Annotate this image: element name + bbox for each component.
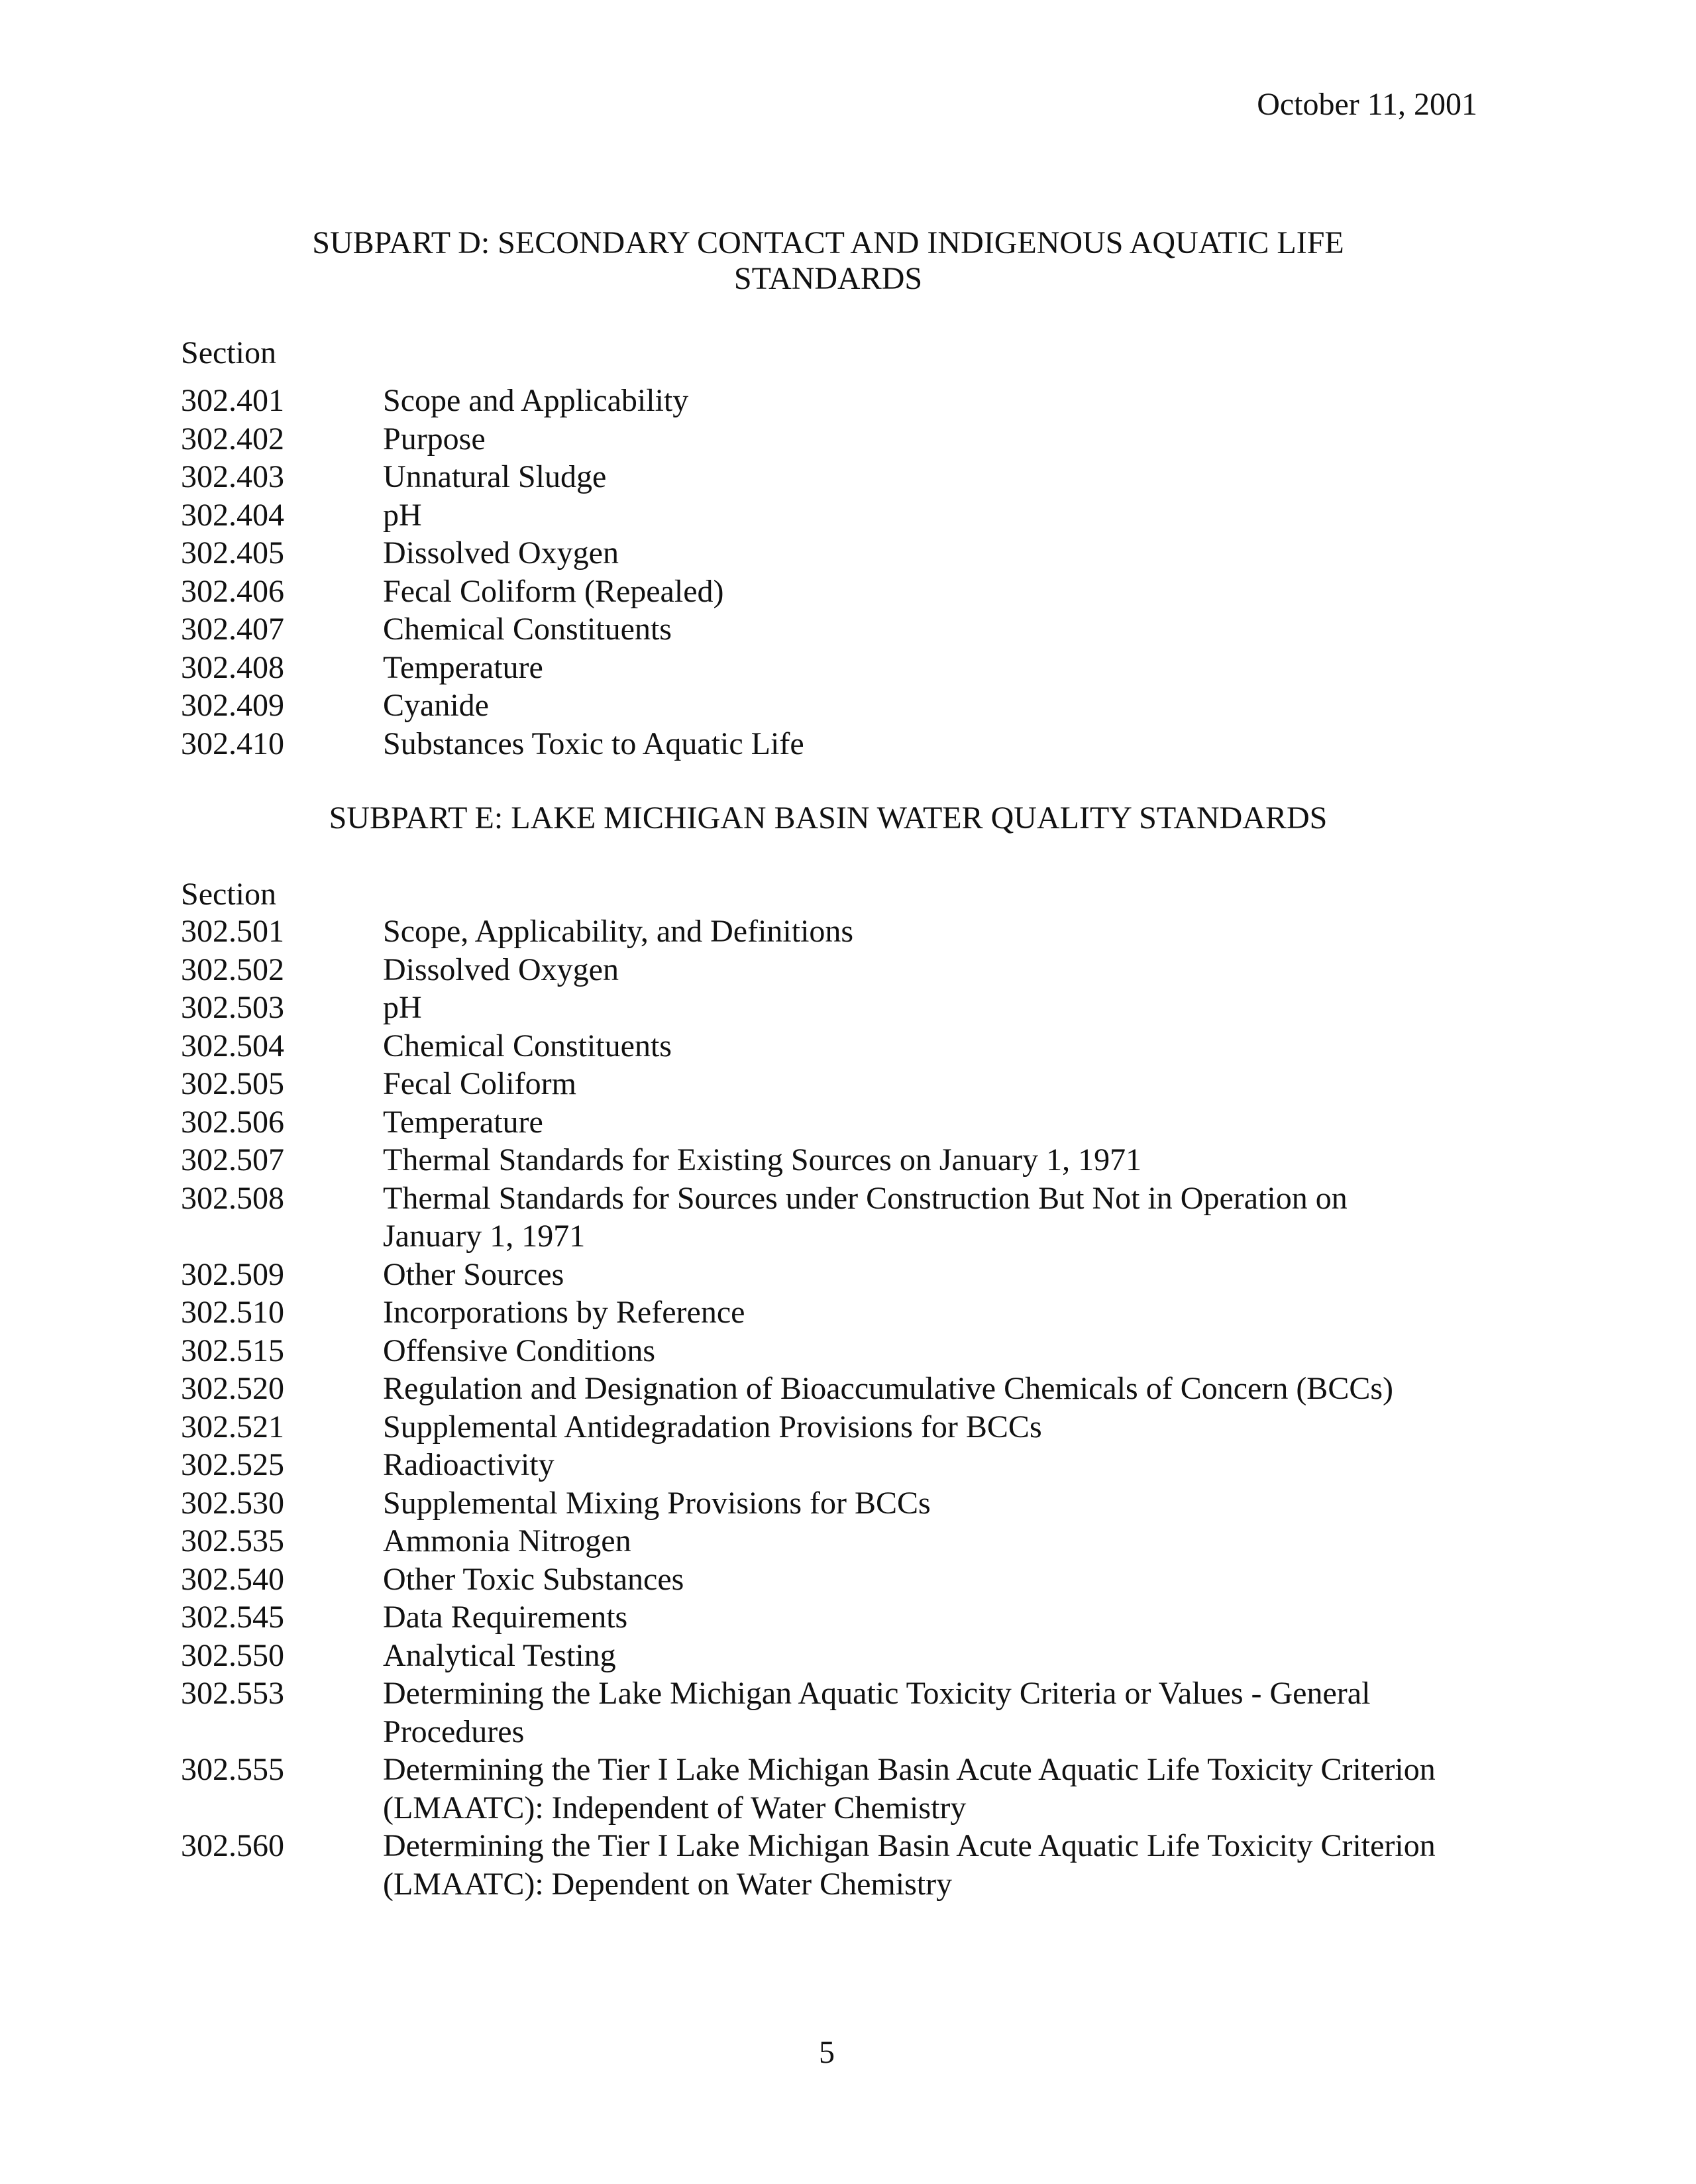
subpart-e-toc [181, 912, 1506, 1903]
section-title: Thermal Standards for Sources under Construction But Not in Operation on January 1, 1971 [383, 1180, 1348, 1254]
section-title: Temperature [383, 649, 543, 685]
toc-entry [181, 1560, 1506, 1599]
section-number: 302.502 [181, 952, 284, 987]
section-number: 302.503 [181, 990, 284, 1025]
section-title: Incorporations by Reference [383, 1295, 745, 1330]
section-number: 302.555 [181, 1752, 284, 1787]
section-title: Scope, Applicability, and Definitions [383, 914, 854, 949]
subpart-d-toc [181, 382, 1506, 763]
toc-entry [181, 534, 1506, 573]
section-title: Thermal Standards for Existing Sources on January 1, 1971 [383, 1142, 1142, 1177]
toc-entry [181, 989, 1506, 1027]
toc-entry [181, 1256, 1506, 1294]
subpart-d-heading-line1: SUBPART D: SECONDARY CONTACT AND INDIGENOUS AQUATIC LIFE [312, 225, 1344, 260]
section-title: Radioactivity [383, 1447, 555, 1482]
toc-entry [181, 382, 1506, 420]
toc-entry [181, 1293, 1506, 1332]
toc-entry [181, 1103, 1506, 1142]
section-number: 302.404 [181, 497, 284, 533]
section-title: Offensive Conditions [383, 1333, 656, 1368]
section-number: 302.403 [181, 459, 284, 494]
toc-entry [181, 649, 1506, 687]
subpart-d-heading-line2: STANDARDS [733, 261, 923, 296]
section-number: 302.535 [181, 1523, 284, 1558]
toc-entry [181, 1751, 1506, 1827]
toc-entry [181, 1522, 1506, 1560]
section-number: 302.515 [181, 1333, 284, 1368]
section-title: Chemical Constituents [383, 612, 672, 647]
toc-entry [181, 1827, 1506, 1903]
section-number: 302.530 [181, 1485, 284, 1521]
section-number: 302.545 [181, 1600, 284, 1635]
section-number: 302.402 [181, 421, 284, 457]
section-title: Determining the Tier I Lake Michigan Basin Acute Aquatic Life Toxicity Criterion (LMAATC): Dependent on Water Chemistry [383, 1828, 1436, 1902]
toc-entry [181, 1332, 1506, 1370]
section-number: 302.521 [181, 1409, 284, 1445]
section-title: Dissolved Oxygen [383, 952, 619, 987]
section-number: 302.410 [181, 726, 284, 761]
section-title: Chemical Constituents [383, 1028, 672, 1064]
section-number: 302.550 [181, 1637, 284, 1673]
toc-entry [181, 1065, 1506, 1103]
section-title: Determining the Lake Michigan Aquatic Toxicity Criteria or Values - General Procedures [383, 1676, 1371, 1749]
section-number: 302.507 [181, 1142, 284, 1177]
section-title: Data Requirements [383, 1600, 628, 1635]
section-number: 302.520 [181, 1371, 284, 1406]
section-number: 302.407 [181, 612, 284, 647]
section-number: 302.540 [181, 1561, 284, 1597]
subpart-d-section-label: Section [181, 335, 276, 370]
section-title: Regulation and Designation of Bioaccumulative Chemicals of Concern (BCCs) [383, 1371, 1394, 1406]
page-number: 5 [819, 2035, 835, 2070]
section-title: Unnatural Sludge [383, 459, 607, 494]
subpart-d-heading [0, 225, 1656, 297]
toc-entry [181, 1637, 1506, 1675]
toc-entry [181, 1141, 1506, 1179]
section-number: 302.409 [181, 688, 284, 723]
section-number: 302.525 [181, 1447, 284, 1482]
section-title: Purpose [383, 421, 486, 457]
section-number: 302.560 [181, 1828, 284, 1863]
section-title: Substances Toxic to Aquatic Life [383, 726, 804, 761]
section-title: pH [383, 990, 422, 1025]
toc-entry [181, 1674, 1506, 1751]
section-title: Cyanide [383, 688, 489, 723]
toc-entry [181, 573, 1506, 611]
toc-entry [181, 1484, 1506, 1523]
toc-entry [181, 1027, 1506, 1065]
toc-entry [181, 458, 1506, 496]
toc-entry [181, 1598, 1506, 1637]
section-title: Other Sources [383, 1256, 564, 1292]
section-number: 302.510 [181, 1295, 284, 1330]
section-number: 302.401 [181, 383, 284, 418]
toc-entry [181, 496, 1506, 535]
toc-entry [181, 686, 1506, 725]
toc-entry [181, 420, 1506, 459]
section-number: 302.406 [181, 573, 284, 609]
section-title: Scope and Applicability [383, 383, 689, 418]
section-number: 302.506 [181, 1104, 284, 1140]
subpart-e-section-label: Section [181, 877, 276, 912]
section-number: 302.505 [181, 1066, 284, 1101]
section-number: 302.501 [181, 914, 284, 949]
section-title: Determining the Tier I Lake Michigan Basin Acute Aquatic Life Toxicity Criterion (LMAATC): Independent of Water Chemistry [383, 1752, 1436, 1826]
section-title: Fecal Coliform (Repealed) [383, 573, 724, 609]
section-title: Ammonia Nitrogen [383, 1523, 631, 1558]
document-date: October 11, 2001 [1257, 87, 1477, 122]
section-title: Other Toxic Substances [383, 1561, 684, 1597]
section-title: Analytical Testing [383, 1637, 616, 1673]
section-title: Supplemental Mixing Provisions for BCCs [383, 1485, 931, 1521]
toc-entry [181, 1179, 1506, 1256]
section-title: Fecal Coliform [383, 1066, 576, 1101]
toc-entry [181, 951, 1506, 989]
toc-entry [181, 610, 1506, 649]
toc-entry [181, 1370, 1506, 1408]
section-number: 302.504 [181, 1028, 284, 1064]
section-title: Temperature [383, 1104, 543, 1140]
section-number: 302.408 [181, 649, 284, 685]
subpart-e-heading: SUBPART E: LAKE MICHIGAN BASIN WATER QUALITY STANDARDS [329, 800, 1328, 836]
toc-entry [181, 912, 1506, 951]
section-title: Dissolved Oxygen [383, 535, 619, 571]
section-number: 302.509 [181, 1256, 284, 1292]
section-number: 302.508 [181, 1180, 284, 1216]
toc-entry [181, 1408, 1506, 1447]
toc-entry [181, 725, 1506, 763]
section-number: 302.405 [181, 535, 284, 571]
toc-entry [181, 1446, 1506, 1484]
section-title: Supplemental Antidegradation Provisions for BCCs [383, 1409, 1042, 1445]
section-title: pH [383, 497, 422, 533]
section-number: 302.553 [181, 1676, 284, 1711]
